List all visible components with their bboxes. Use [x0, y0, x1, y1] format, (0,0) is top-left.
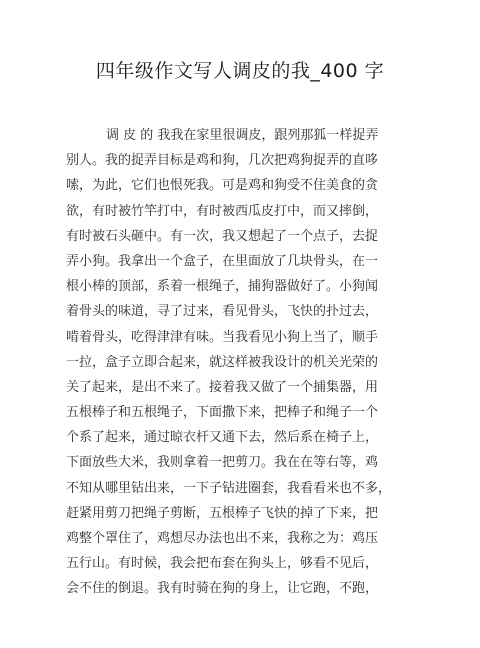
- document-title: 四年级作文写人调皮的我_400 字: [95, 60, 385, 82]
- body-line: 下面放些大米，我则拿着一把剪刀。我在在等右等，鸡: [66, 455, 379, 471]
- body-line: 鸡整个罩住了，鸡想尽办法也出不来，我称之为：鸡压: [66, 531, 379, 546]
- body-line: 会不住的倒退。我有时骑在狗的身上，让它跑，不跑，: [66, 581, 379, 597]
- body-line: 关了起来，是出不来了。接着我又做了一个捕集器，用: [66, 379, 379, 395]
- body-line: 不知从哪里钻出来，一下子钻进圈套，我看看米也不多，: [66, 480, 392, 496]
- body-line: 根小棒的顶部，系着一根绳子，捕狗器做好了。小狗闻: [66, 279, 379, 295]
- body-line: 嗦，为此，它们也恨死我。可是鸡和狗受不住美食的贪: [66, 178, 379, 194]
- document-body: [66, 123, 426, 602]
- body-line: 调 皮 的 我我在家里很调皮，跟列那狐一样捉弄: [106, 128, 379, 143]
- body-line: 弄小狗。我拿出一个盒子，在里面放了几块骨头，在一: [66, 253, 379, 269]
- body-line: 五根棒子和五根绳子，下面撒下来，把棒子和绳子一个: [66, 405, 379, 421]
- body-line: 欲，有时被竹竿打中，有时被西瓜皮打中，而又摔倒，: [66, 203, 379, 219]
- body-line: 个系了起来，通过晾衣杆又通下去，然后系在椅子上，: [66, 430, 379, 446]
- body-line: 一拉，盒子立即合起来，就这样被我设计的机关光荣的: [66, 354, 379, 370]
- body-line: 啃着骨头，吃得津津有味。当我看见小狗上当了，顺手: [66, 329, 379, 345]
- body-line: 五行山。有时候，我会把布套在狗头上，够看不见后，: [66, 556, 379, 572]
- body-line: 有时被石头砸中。有一次，我又想起了一个点子，去捉: [66, 228, 379, 244]
- body-line: 赶紧用剪刀把绳子剪断，五根棒子飞快的掉了下来，把: [66, 505, 379, 521]
- body-line: 别人。我的捉弄目标是鸡和狗，几次把鸡狗捉弄的直哆: [66, 153, 379, 169]
- body-line: 着骨头的味道，寻了过来，看见骨头，飞快的扑过去，: [66, 304, 379, 320]
